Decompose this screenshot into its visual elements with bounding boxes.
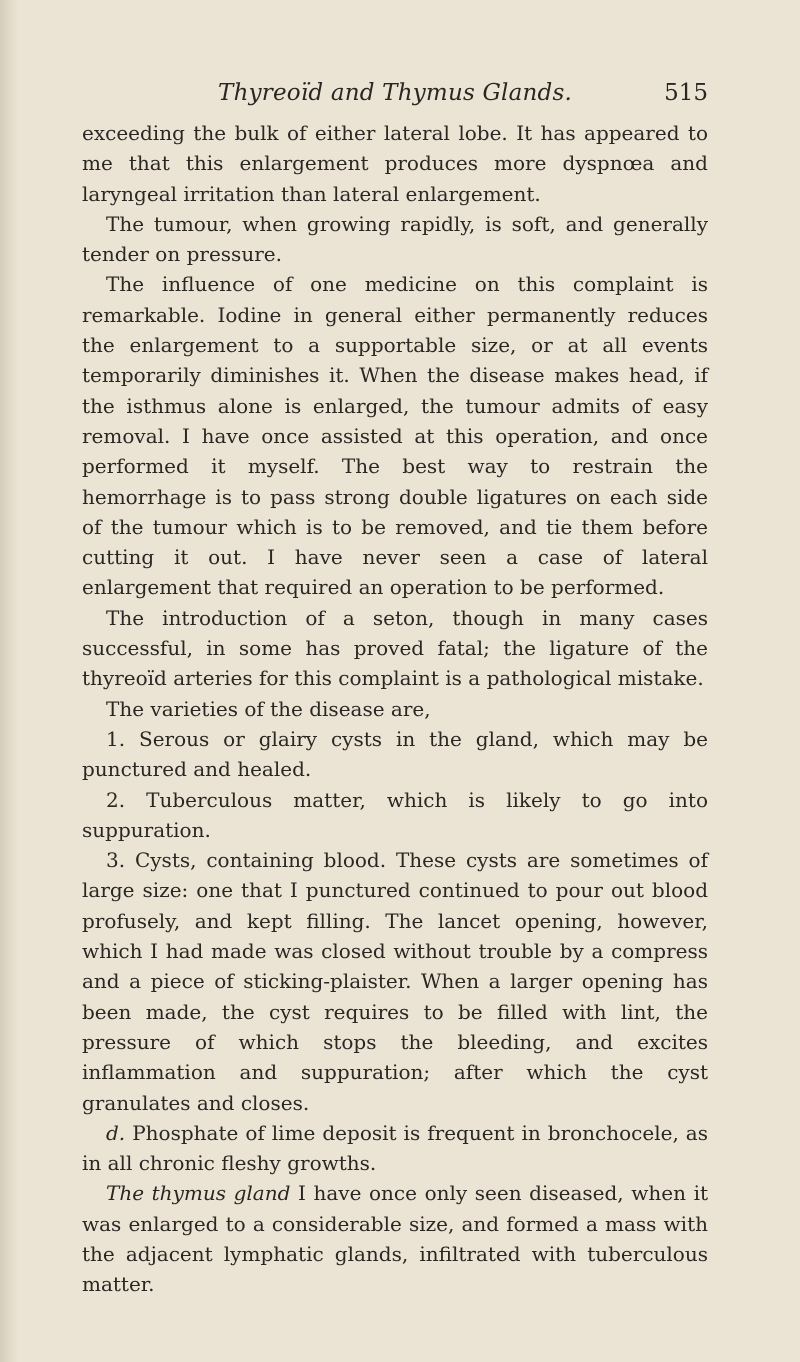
list-item-phosphate [82, 1118, 708, 1179]
thymus-text: I have once only seen diseased, when it was enlarged to a considerable size, and formed a mass with the adjacent lymphatic glands, infiltrated with tuberculous matter. [82, 1181, 709, 1297]
paragraph-tumour-tenderness: The tumour, when growing rapidly, is soft, and generally tender on pressure. [82, 211, 708, 267]
paragraph-thymus [82, 1178, 708, 1299]
page-number: 515 [664, 80, 708, 106]
phosphate-text: Phosphate of lime deposit is frequent in bronchocele, as in all chronic fleshy growths. [82, 1120, 708, 1176]
list-item-serous-cysts: 1. Serous or glairy cysts in the gland, which may be punctured and healed. [82, 726, 708, 782]
paragraph-iodine-treatment: The influence of one medicine on this complaint is remarkable. Iodine in general either permanently reduces the enlargement to a supportable size, or at all events temporarily diminishes it. When the disease makes head, if the isthmus alone is enlarged, the tumour admits of easy removal. I have once assisted at this operation, and once performed it myself. The best way to restrain the hemorrhage is to pass strong double ligatures on each side of the tumour which is to be removed, and tie them before cutting it out. I have never seen a case of lateral enlargement that required an operation to be performed. [82, 272, 708, 600]
paragraph-continuation: exceeding the bulk of either lateral lobe. It has appeared to me that this enlargement produces more dyspnœa and laryngeal irritation than lateral enlargement. [82, 121, 708, 206]
item-d-label: d. [106, 1120, 126, 1145]
paragraph-seton: The introduction of a seton, though in many cases successful, in some has proved fatal; the ligature of the thyreoïd arteries for this complaint is a pathological mistake. [82, 605, 708, 691]
list-item-blood-cysts: 3. Cysts, containing blood. These cysts are sometimes of large size: one that I punctured continued to pour out blood profusely, and kept filling. The lancet opening, however, which I had made was closed without trouble by a compress and a piece of sticking-plaister. When a larger opening has been made, the cyst requires to be filled with lint, the pressure of which stops the bleeding, and excites inflammation and suppuration; after which the cyst granulates and closes. [82, 848, 708, 1115]
list-item-tuberculous: 2. Tuberculous matter, which is likely to go into suppuration. [82, 787, 708, 842]
running-title: Thyreoïd and Thymus Glands. [218, 80, 572, 106]
body-text [82, 118, 708, 1300]
running-head [82, 80, 708, 112]
thymus-italic-lead: The thymus gland [106, 1181, 291, 1206]
paragraph-varieties-intro: The varieties of the disease are, [106, 696, 431, 721]
